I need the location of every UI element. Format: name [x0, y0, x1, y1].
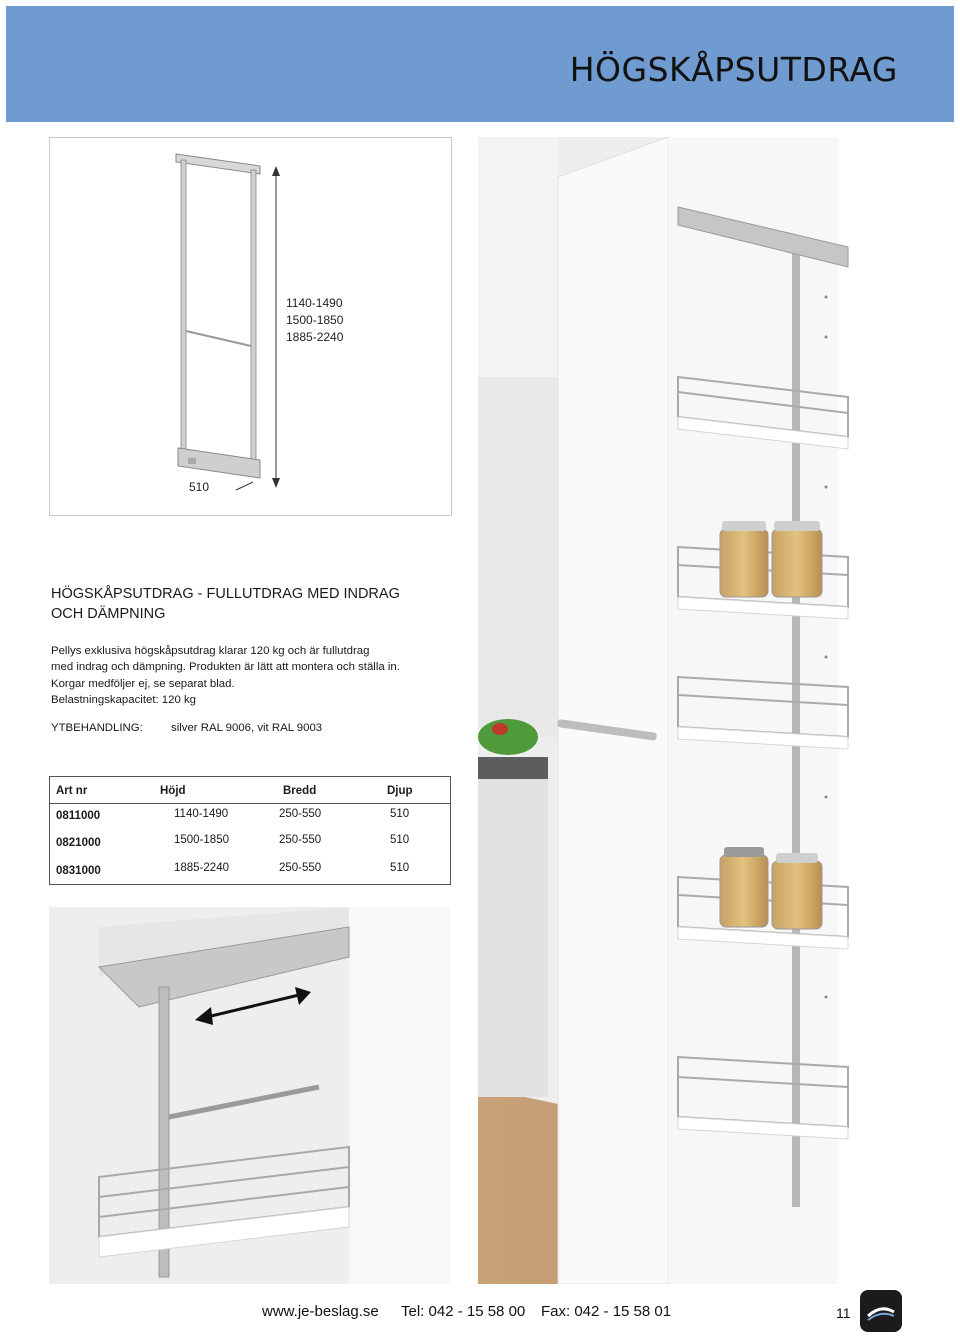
description-line-1: Pellys exklusiva högskåpsutdrag klarar 120 kg och är fullutdrag — [51, 645, 370, 657]
height-dimensions — [286, 295, 343, 346]
product-diagram — [49, 137, 452, 516]
table-header-divider — [50, 803, 450, 804]
cell-depth: 510 — [390, 834, 410, 846]
surface-finish — [51, 722, 323, 734]
height-dim-1: 1140-1490 — [286, 296, 343, 310]
page-title: HÖGSKÅPSUTDRAG — [569, 50, 898, 89]
je-beslag-logo-icon — [860, 1290, 902, 1332]
col-header-height: Höjd — [160, 785, 186, 797]
col-header-depth: Djup — [387, 785, 413, 797]
cell-width: 250-550 — [279, 862, 322, 874]
cell-art-nr: 0811000 — [56, 810, 101, 822]
height-dim-2: 1500-1850 — [286, 313, 344, 327]
product-photo-kitchen — [478, 137, 903, 1284]
description-line-2: med indrag och dämpning. Produkten är lätt att montera och ställa in. — [51, 661, 400, 674]
product-title — [51, 584, 400, 624]
product-title-line-1: HÖGSKÅPSUTDRAG - FULLUTDRAG MED INDRAG — [51, 586, 400, 602]
width-dimension: 510 — [189, 480, 210, 494]
product-title-line-2: OCH DÄMPNING — [51, 606, 166, 622]
cell-width: 250-550 — [279, 808, 322, 820]
finish-value: silver RAL 9006, vit RAL 9003 — [171, 722, 323, 734]
product-photo-closeup — [49, 907, 450, 1284]
finish-label: YTBEHANDLING: — [51, 722, 143, 734]
cell-height: 1140-1490 — [174, 808, 229, 820]
page-number: 11 — [836, 1305, 851, 1321]
header-banner — [6, 6, 954, 122]
frame-drawing — [50, 138, 451, 515]
description-line-3: Korgar medföljer ej, se separat blad. — [51, 677, 235, 690]
cell-depth: 510 — [390, 808, 410, 820]
footer-website: www.je-beslag.se — [262, 1303, 379, 1320]
cell-height: 1885-2240 — [174, 862, 229, 874]
footer-phone: Tel: 042 - 15 58 00 — [401, 1303, 526, 1320]
cell-art-nr: 0821000 — [56, 837, 101, 849]
col-header-art-nr: Art nr — [56, 785, 88, 797]
cell-height: 1500-1850 — [174, 834, 229, 846]
cell-art-nr: 0831000 — [56, 865, 101, 877]
product-description — [51, 643, 400, 708]
closeup-illustration — [49, 907, 450, 1284]
col-header-width: Bredd — [283, 785, 317, 797]
cell-width: 250-550 — [279, 834, 322, 846]
spec-table — [49, 776, 451, 885]
footer-fax: Fax: 042 - 15 58 01 — [541, 1303, 672, 1320]
description-line-4: Belastningskapacitet: 120 kg — [51, 693, 197, 706]
kitchen-illustration — [478, 137, 903, 1284]
cell-depth: 510 — [390, 862, 410, 874]
height-dim-3: 1885-2240 — [286, 330, 344, 344]
